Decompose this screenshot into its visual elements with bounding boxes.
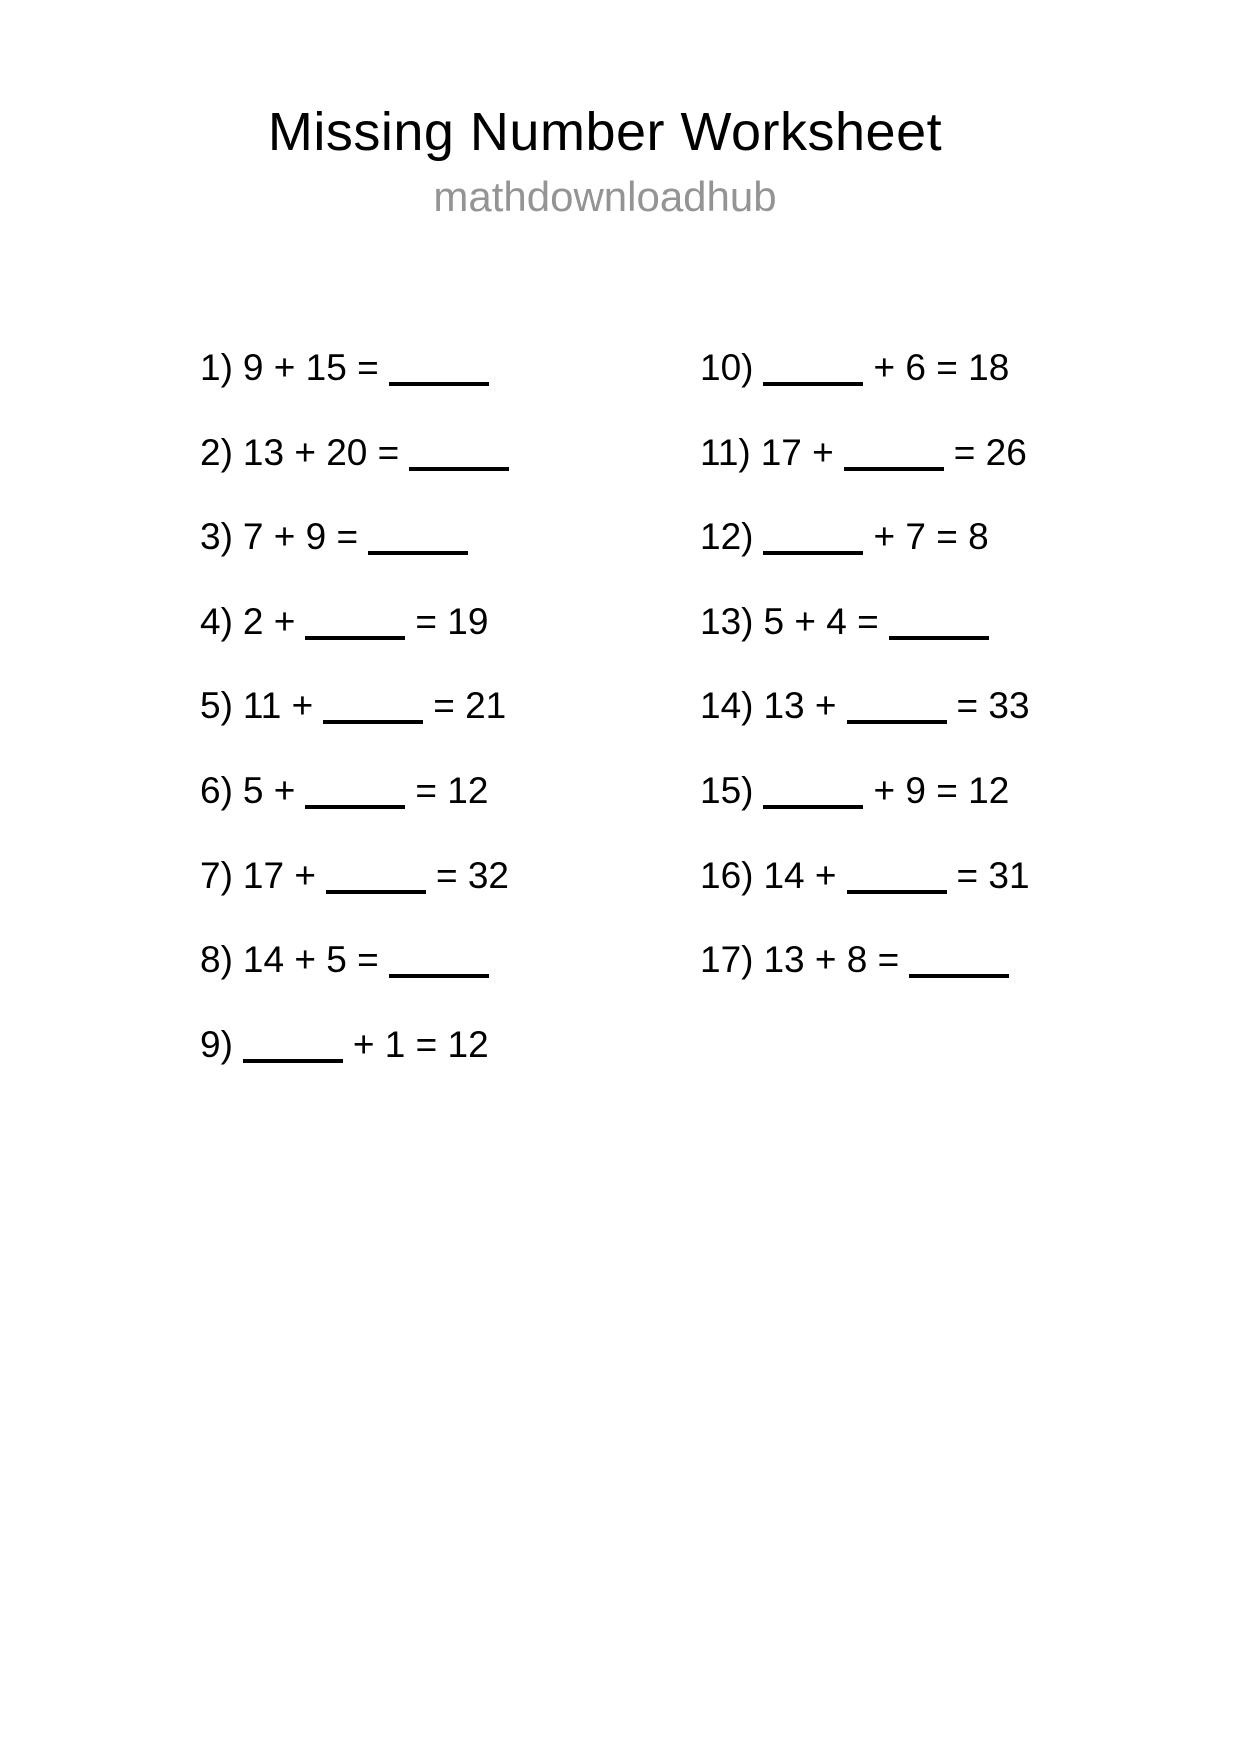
problem-expression-post: = 31 — [956, 854, 1030, 896]
problem-number: 9) — [200, 1023, 233, 1065]
problem-number: 4) — [200, 600, 233, 642]
problem-row — [700, 495, 1030, 580]
problem-expression-post: = 21 — [433, 685, 507, 727]
problem-number: 8) — [200, 939, 233, 981]
problem-number: 1) — [200, 347, 233, 388]
problem-row — [700, 664, 1030, 749]
problem-row — [200, 918, 509, 1003]
answer-blank — [847, 720, 947, 724]
worksheet-title: Missing Number Worksheet — [267, 102, 943, 162]
problem-expression-pre: 14 + — [763, 854, 837, 896]
problem-expression-pre: 13 + 20 = — [242, 431, 400, 473]
problem-expression-pre: 2 + — [242, 600, 296, 642]
problem-row — [200, 326, 509, 411]
problem-expression-post: + 1 = 12 — [352, 1023, 489, 1065]
problem-expression-pre: 13 + — [763, 685, 837, 727]
answer-blank — [305, 805, 405, 809]
problem-number: 5) — [200, 685, 233, 727]
worksheet-subtitle: mathdownloadhub — [433, 173, 777, 220]
answer-blank — [889, 636, 989, 640]
problem-number: 12) — [700, 516, 754, 558]
problem-expression-pre: 7 + 9 = — [242, 516, 359, 558]
answer-blank — [368, 551, 468, 555]
answer-blank — [409, 467, 509, 471]
problems-column-right — [700, 326, 1030, 1003]
answer-blank — [909, 974, 1009, 978]
problem-expression-pre: 5 + 4 = — [763, 600, 879, 642]
answer-blank — [305, 636, 405, 640]
problem-expression-pre: 5 + — [242, 769, 296, 811]
answer-blank — [389, 974, 489, 978]
problem-expression-post: = 33 — [956, 685, 1030, 727]
problem-expression-post: + 6 = 18 — [873, 347, 1010, 388]
problem-row — [200, 495, 509, 580]
problem-number: 15) — [700, 769, 754, 811]
answer-blank — [323, 720, 423, 724]
answer-blank — [847, 890, 947, 894]
problem-expression-pre: 17 + — [242, 854, 316, 896]
problem-expression-pre: 17 + — [760, 431, 834, 473]
problem-number: 16) — [700, 854, 754, 896]
problem-number: 17) — [700, 939, 754, 981]
answer-blank — [763, 382, 863, 386]
problem-row — [700, 834, 1030, 919]
problem-expression-post: + 9 = 12 — [873, 769, 1010, 811]
problem-row — [700, 580, 1030, 665]
answer-blank — [763, 805, 863, 809]
problem-row — [200, 749, 509, 834]
problem-row — [700, 411, 1030, 496]
problem-number: 6) — [200, 769, 233, 811]
answer-blank — [763, 551, 863, 555]
problem-number: 2) — [200, 431, 233, 473]
answer-blank — [243, 1059, 343, 1063]
answer-blank — [389, 382, 489, 386]
problems-column-left — [200, 326, 509, 1087]
problem-number: 10) — [700, 347, 754, 388]
problem-number: 13) — [700, 600, 754, 642]
problem-expression-post: = 32 — [435, 854, 509, 896]
problem-row — [200, 834, 509, 919]
problem-expression-pre: 9 + 15 = — [242, 347, 379, 388]
problem-number: 14) — [700, 685, 754, 727]
problem-expression-post: = 19 — [415, 600, 489, 642]
problem-row — [200, 664, 509, 749]
problem-row — [200, 1003, 509, 1088]
problem-number: 3) — [200, 516, 233, 558]
problem-row — [200, 411, 509, 496]
problem-expression-pre: 14 + 5 = — [242, 939, 379, 981]
problem-row — [700, 749, 1030, 834]
answer-blank — [844, 467, 944, 471]
problem-expression-post: + 7 = 8 — [873, 516, 989, 558]
problem-number: 7) — [200, 854, 233, 896]
problem-row — [200, 580, 509, 665]
problem-expression-post: = 26 — [953, 431, 1027, 473]
problem-expression-post: = 12 — [415, 769, 489, 811]
problem-number: 11) — [700, 431, 751, 473]
problem-row — [700, 326, 1030, 411]
problem-row — [700, 918, 1030, 1003]
problem-expression-pre: 13 + 8 = — [763, 939, 900, 981]
problem-expression-pre: 11 + — [242, 685, 314, 727]
answer-blank — [326, 890, 426, 894]
